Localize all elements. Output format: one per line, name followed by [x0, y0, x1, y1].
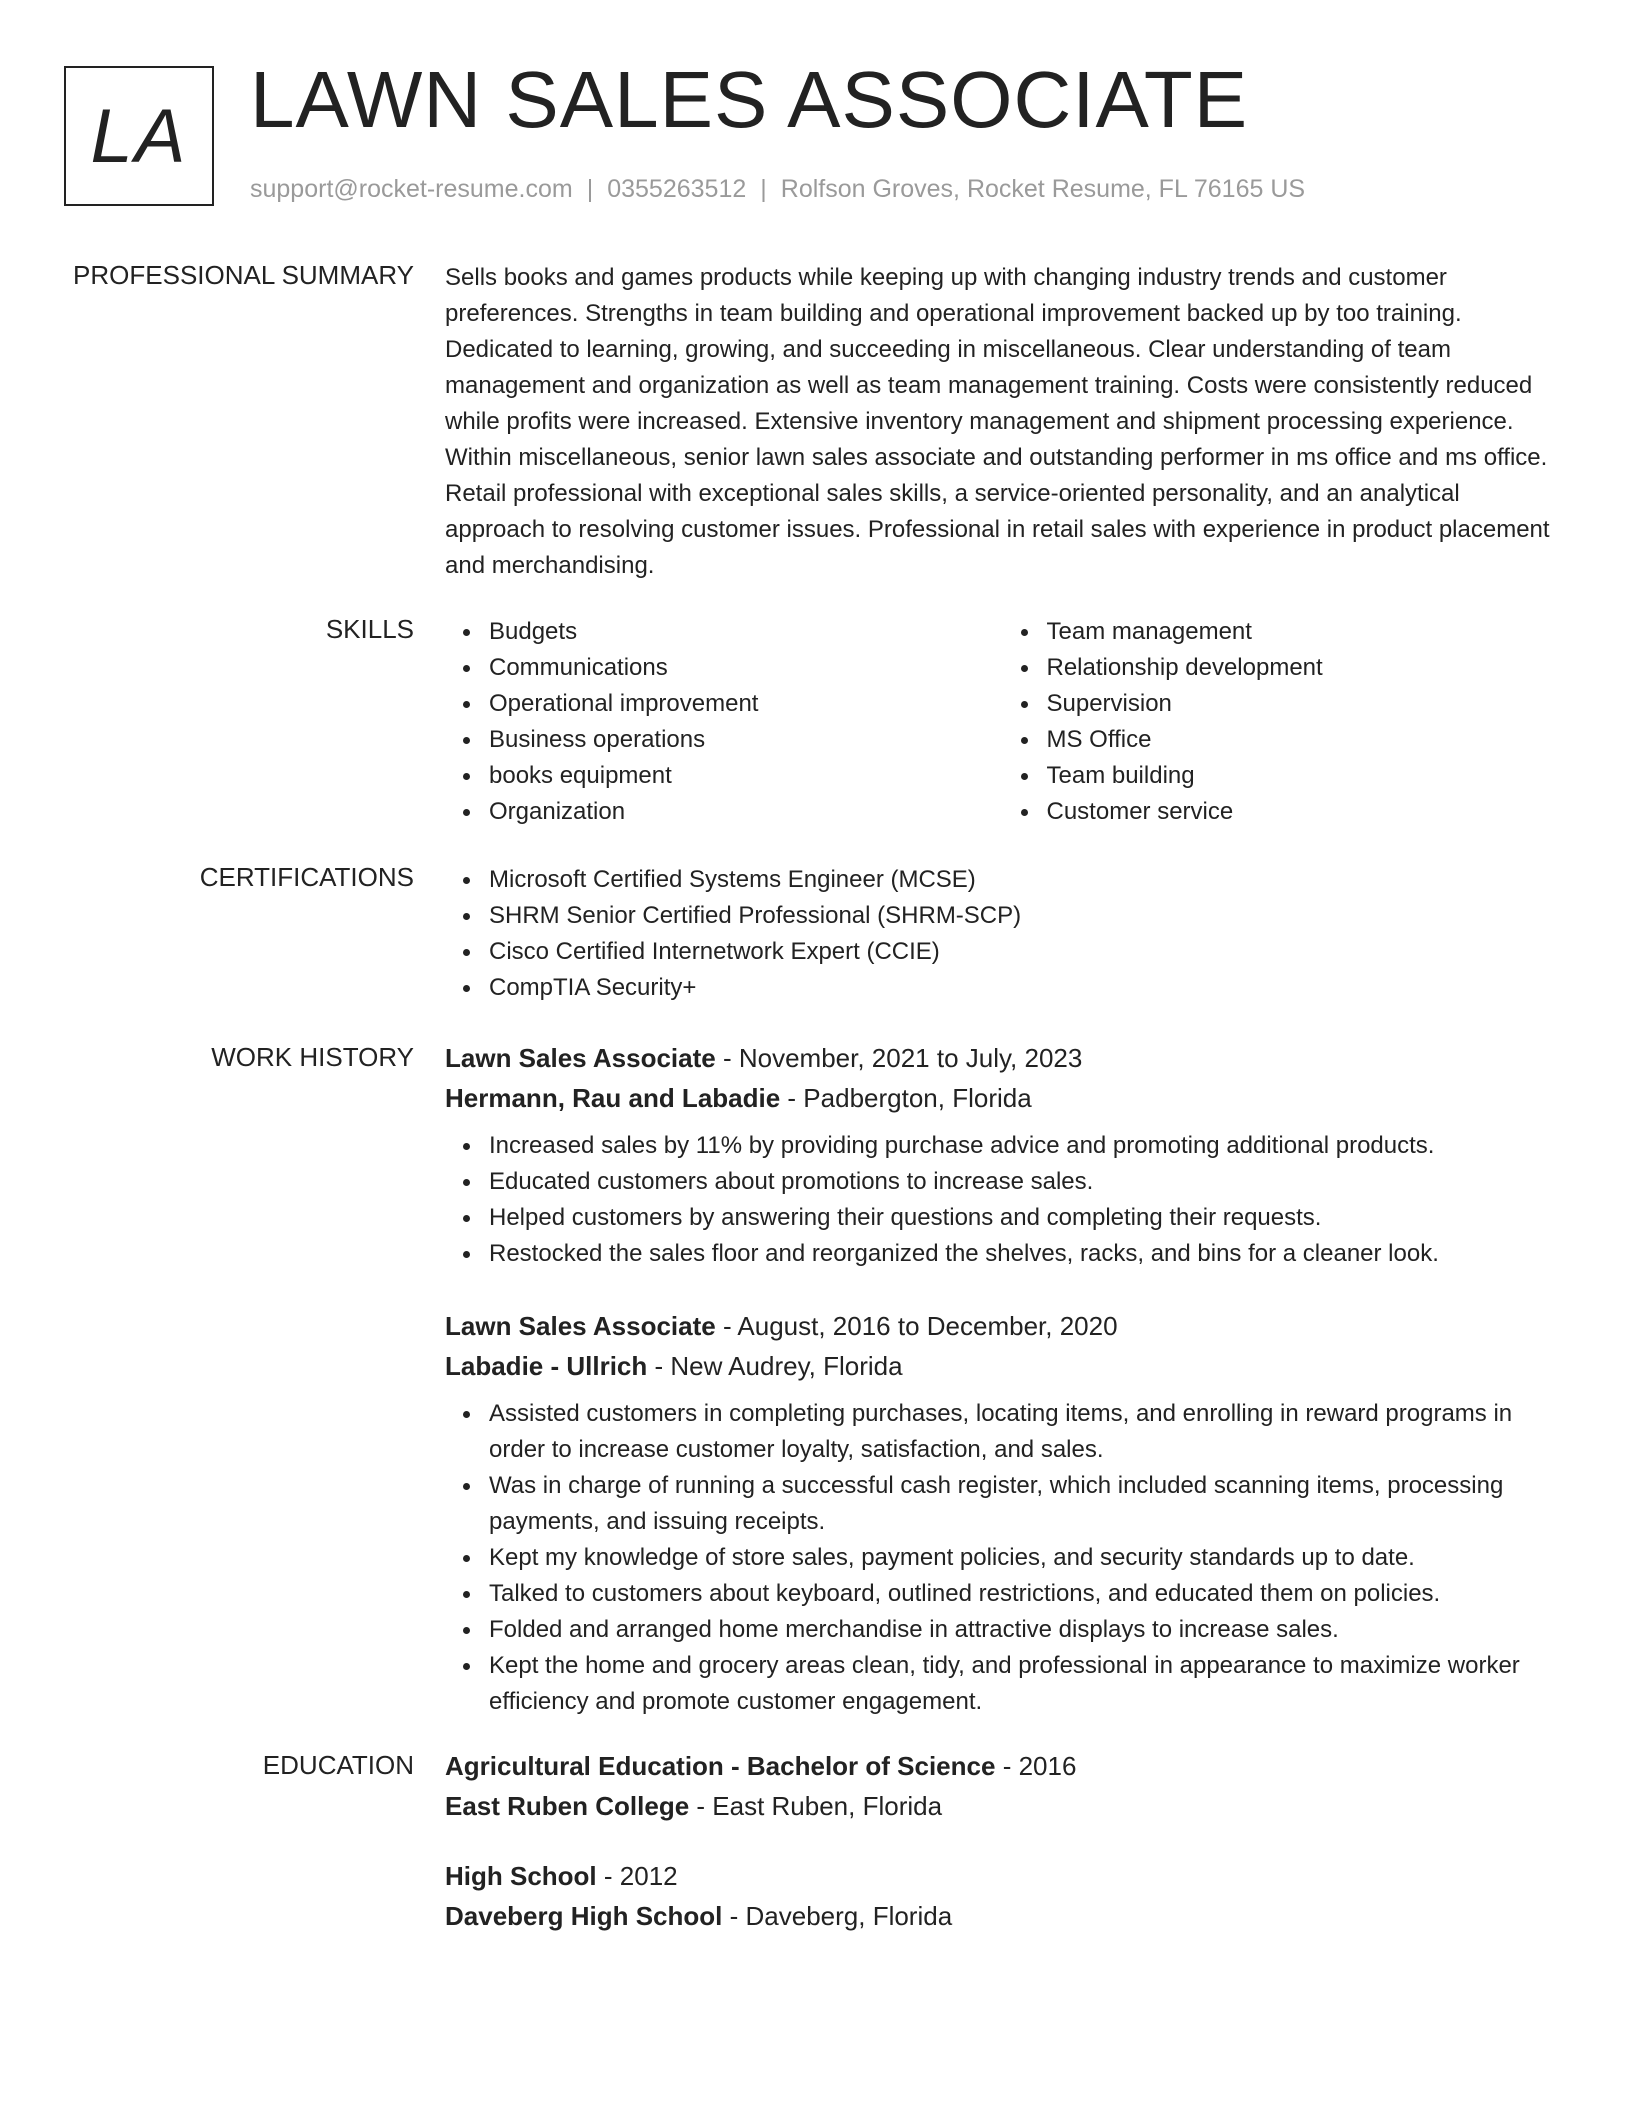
job-title: Lawn Sales Associate — [445, 1311, 716, 1341]
section-label-work: WORK HISTORY — [211, 1042, 414, 1072]
job-bullet: Folded and arranged home merchandise in attractive displays to increase sales. — [489, 1612, 1560, 1648]
resume-title: LAWN SALES ASSOCIATE — [250, 55, 1249, 144]
certification-item: Microsoft Certified Systems Engineer (MCSE) — [489, 862, 1560, 898]
education-degree: High School — [445, 1861, 597, 1891]
job-company: Hermann, Rau and Labadie — [445, 1083, 781, 1113]
job-entry — [445, 1306, 1560, 1720]
education-school-line — [445, 1896, 1560, 1936]
education-school-line — [445, 1786, 1560, 1826]
education-year: - 2012 — [603, 1861, 678, 1891]
job-bullet: Kept the home and grocery areas clean, tidy, and professional in appearance to maximize worker efficiency and promote customer engagement. — [489, 1648, 1560, 1720]
contact-line — [250, 175, 1305, 204]
certifications-body — [445, 862, 1560, 1006]
skill-item: Team management — [1047, 614, 1561, 650]
job-company-line — [445, 1078, 1560, 1118]
summary-text: Sells books and games products while keeping up with changing industry trends and customer preferences. Strengths in team building and operational improvement backed up by too training. Dedicated to learning, growing, and succeeding in miscellaneous. Clear understanding of team management and organization as well as team management training. Costs were consistently reduced while profits were increased. Extensive inventory management and shipment processing experience. Within miscellaneous, senior lawn sales associate and outstanding performer in ms office and ms office. Retail professional with exceptional sales skills, a service-oriented personality, and an analytical approach to resolving customer issues. Professional in retail sales with experience in product placement and merchandising. — [445, 264, 1550, 579]
skill-item: Operational improvement — [489, 686, 1003, 722]
skill-item: MS Office — [1047, 722, 1561, 758]
job-title-line — [445, 1306, 1560, 1346]
skills-grid — [445, 614, 1560, 830]
education-location: - Daveberg, Florida — [729, 1901, 953, 1931]
education-degree-line — [445, 1856, 1560, 1896]
section-label-skills: SKILLS — [325, 614, 414, 644]
education-body — [445, 1746, 1560, 1966]
certification-item: SHRM Senior Certified Professional (SHRM-SCP) — [489, 898, 1560, 934]
job-entry — [445, 1038, 1560, 1272]
job-bullets — [445, 1128, 1560, 1272]
contact-separator: | — [760, 175, 767, 203]
skills-list-right — [1003, 614, 1561, 830]
contact-address: Rolfson Groves, Rocket Resume, FL 76165 US — [780, 175, 1306, 203]
monogram-logo — [64, 66, 214, 206]
certification-item: CompTIA Security+ — [489, 970, 1560, 1006]
skill-item: Customer service — [1047, 794, 1561, 830]
education-degree-line — [445, 1746, 1560, 1786]
job-company-line — [445, 1346, 1560, 1386]
monogram-text: LA — [90, 93, 188, 179]
section-label-certifications: CERTIFICATIONS — [199, 862, 414, 892]
job-title-line — [445, 1038, 1560, 1078]
job-bullet: Educated customers about promotions to increase sales. — [489, 1164, 1560, 1200]
job-bullet: Was in charge of running a successful cash register, which included scanning items, processing payments, and issuing receipts. — [489, 1468, 1560, 1540]
section-label-education: EDUCATION — [262, 1750, 414, 1780]
certifications-list — [445, 862, 1560, 1006]
education-entry — [445, 1856, 1560, 1936]
education-location: - East Ruben, Florida — [696, 1791, 943, 1821]
job-bullet: Increased sales by 11% by providing purchase advice and promoting additional products. — [489, 1128, 1560, 1164]
job-bullet: Assisted customers in completing purchases, locating items, and enrolling in reward programs in order to increase customer loyalty, satisfaction, and sales. — [489, 1396, 1560, 1468]
certification-item: Cisco Certified Internetwork Expert (CCIE) — [489, 934, 1560, 970]
skill-item: Organization — [489, 794, 1003, 830]
job-dates: - August, 2016 to December, 2020 — [722, 1311, 1118, 1341]
education-entry — [445, 1746, 1560, 1826]
job-bullets — [445, 1396, 1560, 1720]
job-bullet: Talked to customers about keyboard, outlined restrictions, and educated them on policies. — [489, 1576, 1560, 1612]
job-location: - New Audrey, Florida — [654, 1351, 903, 1381]
work-history-body — [445, 1038, 1560, 1754]
skill-item: Team building — [1047, 758, 1561, 794]
summary-body — [445, 260, 1560, 584]
contact-email: support@rocket-resume.com — [250, 175, 573, 203]
education-year: - 2016 — [1002, 1751, 1077, 1781]
job-bullet: Kept my knowledge of store sales, payment policies, and security standards up to date. — [489, 1540, 1560, 1576]
job-location: - Padbergton, Florida — [787, 1083, 1032, 1113]
education-school: East Ruben College — [445, 1791, 690, 1821]
skills-list-left — [445, 614, 1003, 830]
skill-item: Business operations — [489, 722, 1003, 758]
section-label-summary: PROFESSIONAL SUMMARY — [73, 260, 414, 290]
job-title: Lawn Sales Associate — [445, 1043, 716, 1073]
skill-item: books equipment — [489, 758, 1003, 794]
skill-item: Budgets — [489, 614, 1003, 650]
job-bullet: Helped customers by answering their questions and completing their requests. — [489, 1200, 1560, 1236]
contact-separator: | — [586, 175, 594, 203]
skill-item: Supervision — [1047, 686, 1561, 722]
contact-phone: 0355263512 — [607, 175, 747, 203]
education-school: Daveberg High School — [445, 1901, 723, 1931]
skill-item: Communications — [489, 650, 1003, 686]
job-company: Labadie - Ullrich — [445, 1351, 648, 1381]
job-dates: - November, 2021 to July, 2023 — [722, 1043, 1083, 1073]
job-bullet: Restocked the sales floor and reorganized the shelves, racks, and bins for a cleaner look. — [489, 1236, 1560, 1272]
education-degree: Agricultural Education - Bachelor of Science — [445, 1751, 996, 1781]
skill-item: Relationship development — [1047, 650, 1561, 686]
